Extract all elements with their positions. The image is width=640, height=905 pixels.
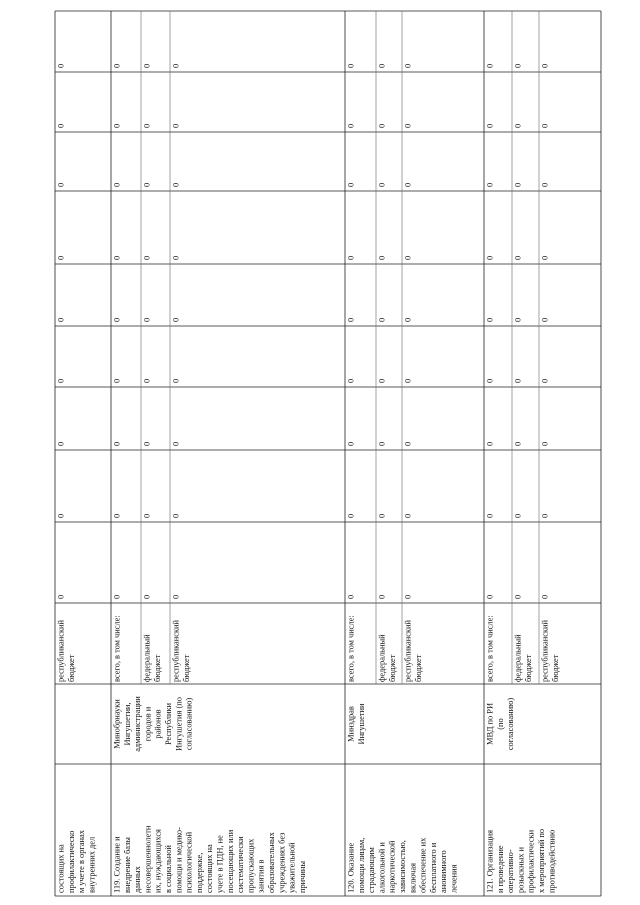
value-cell: 0 (540, 378, 550, 383)
value-cell: 0 (403, 378, 413, 383)
value-cell: 0 (377, 317, 387, 322)
budget-type-line: федеральный (377, 634, 387, 682)
task-text-line: их, нуждающихся (153, 829, 163, 893)
task-text-line: алкогольной и (377, 842, 387, 893)
value-cell: 0 (346, 594, 356, 599)
value-cell: 0 (513, 123, 523, 128)
value-cell: 0 (513, 513, 523, 518)
value-cell: 0 (540, 63, 550, 68)
value-cell: 0 (377, 123, 387, 128)
value-cell: 0 (142, 182, 152, 187)
budget-type-line: всего, в том числе: (485, 615, 495, 682)
value-cell: 0 (403, 594, 413, 599)
task-text-line: образовательных (267, 832, 276, 893)
budget-type-line: федеральный (513, 634, 523, 682)
task-text-line: посещающих или (225, 829, 235, 893)
value-cell: 0 (346, 123, 356, 128)
task-text-line: наркотической (387, 840, 397, 893)
value-cell: 0 (112, 317, 122, 322)
value-cell: 0 (112, 182, 122, 187)
value-cell: 0 (540, 123, 550, 128)
task-text-line: включая (408, 863, 418, 893)
value-cell: 0 (171, 317, 181, 322)
value-cell: 0 (112, 378, 122, 383)
task-text-line: розыскных и (516, 847, 526, 893)
task-text-line: психологической (184, 831, 194, 893)
value-cell: 0 (346, 378, 356, 383)
task-text-line: зависимостью, (398, 840, 407, 893)
value-cell: 0 (513, 63, 523, 68)
task-text-line: и проведение (495, 845, 505, 893)
value-cell: 0 (112, 255, 122, 260)
task-text-line: помощи лицам, (356, 837, 366, 893)
value-cell: 0 (485, 123, 495, 128)
budget-type-line: бюджет (66, 654, 76, 682)
budget-type-line: бюджет (550, 654, 560, 682)
value-cell: 0 (403, 182, 413, 187)
task-text-line: бесплатного и (428, 842, 438, 893)
value-cell: 0 (56, 378, 66, 383)
value-cell: 0 (513, 317, 523, 322)
value-cell: 0 (540, 441, 550, 446)
value-cell: 0 (56, 63, 66, 68)
budget-type-line: бюджет (181, 654, 191, 682)
budget-type-line: всего, в том числе: (346, 615, 356, 682)
task-text-line: состоящих на (56, 844, 66, 893)
value-cell: 0 (142, 123, 152, 128)
task-text-line: поддержке, (194, 852, 204, 893)
value-cell: 0 (485, 255, 495, 260)
value-cell: 0 (171, 513, 181, 518)
value-cell: 0 (540, 594, 550, 599)
task-text-line: причины (297, 861, 307, 893)
budget-type-line: федеральный (142, 634, 152, 682)
value-cell: 0 (346, 63, 356, 68)
value-cell: 0 (485, 513, 495, 518)
value-cell: 0 (56, 182, 66, 187)
value-cell: 0 (171, 378, 181, 383)
executor-text-line: городов и (143, 706, 153, 742)
value-cell: 0 (513, 182, 523, 187)
value-cell: 0 (142, 513, 152, 518)
task-text-line: данных (133, 866, 143, 893)
executor-text-line: Ингушетии, (122, 702, 132, 746)
value-cell: 0 (513, 255, 523, 260)
value-cell: 0 (540, 513, 550, 518)
value-cell: 0 (485, 182, 495, 187)
value-cell: 0 (56, 123, 66, 128)
executor-text-line: Республики (164, 702, 173, 746)
executor-text-line: районов (153, 709, 163, 739)
value-cell: 0 (513, 441, 523, 446)
value-cell: 0 (403, 513, 413, 518)
value-cell: 0 (171, 123, 181, 128)
task-text-line: страдающим (367, 847, 377, 893)
value-cell: 0 (112, 63, 122, 68)
table-rotated-group (55, 11, 601, 896)
executor-text-line: Минобрнауки (112, 699, 122, 749)
task-text-line: профилактически (526, 829, 536, 893)
budget-type-line: республиканский (171, 620, 181, 682)
executor-text-line: администрации (133, 696, 143, 752)
value-cell: 0 (403, 441, 413, 446)
value-cell: 0 (56, 441, 66, 446)
task-text-line: противодействию (547, 829, 557, 893)
value-cell: 0 (485, 378, 495, 383)
value-cell: 0 (171, 63, 181, 68)
task-text-line: помощи и медико- (174, 827, 184, 893)
value-cell: 0 (112, 513, 122, 518)
value-cell: 0 (540, 317, 550, 322)
value-cell: 0 (540, 255, 550, 260)
task-text-line: 120. Оказание (346, 842, 356, 893)
value-cell: 0 (56, 317, 66, 322)
budget-type-line: республиканский (540, 620, 550, 682)
value-cell: 0 (377, 378, 387, 383)
value-cell: 0 (377, 594, 387, 599)
task-text-line: профилактическо (66, 830, 76, 893)
task-text-line: анонимного (439, 850, 449, 893)
value-cell: 0 (171, 182, 181, 187)
value-cell: 0 (485, 441, 495, 446)
value-cell: 0 (112, 594, 122, 599)
task-text-line: учреждениях без (277, 832, 287, 893)
task-text-line: обеспечение их (418, 837, 428, 893)
value-cell: 0 (171, 255, 181, 260)
value-cell: 0 (485, 594, 495, 599)
value-cell: 0 (142, 594, 152, 599)
value-cell: 0 (377, 441, 387, 446)
value-cell: 0 (171, 594, 181, 599)
task-text-line: лечения (449, 864, 459, 893)
value-cell: 0 (377, 63, 387, 68)
value-cell: 0 (485, 63, 495, 68)
task-text-line: в социальной (164, 845, 173, 893)
value-cell: 0 (403, 63, 413, 68)
value-cell: 0 (142, 441, 152, 446)
task-text-line: х мероприятий по (537, 828, 546, 893)
value-cell: 0 (56, 594, 66, 599)
value-cell: 0 (346, 441, 356, 446)
value-cell: 0 (346, 513, 356, 518)
task-text-line: несовершеннолетн (143, 825, 153, 893)
value-cell: 0 (377, 182, 387, 187)
value-cell: 0 (377, 255, 387, 260)
task-text-line: оперативно- (506, 849, 516, 893)
executor-text-line: Ингушетии (356, 703, 366, 745)
executor-text-line: (по (495, 718, 505, 730)
budget-type-line: бюджет (413, 654, 423, 682)
value-cell: 0 (403, 255, 413, 260)
budget-type-line: бюджет (387, 654, 397, 682)
budget-type-line: всего, в том числе: (112, 615, 122, 682)
executor-text-line: Минздрав (346, 706, 356, 742)
value-cell: 0 (485, 317, 495, 322)
value-cell: 0 (540, 182, 550, 187)
task-text-line: учете в ПДН, не (215, 835, 225, 893)
task-text-line: пропускающих (246, 838, 256, 893)
task-text-line: 119. Создание и (112, 836, 122, 893)
value-cell: 0 (171, 441, 181, 446)
value-cell: 0 (513, 594, 523, 599)
task-text-line: м учете в органах (77, 830, 87, 893)
task-text-line: систематически (236, 836, 246, 893)
value-cell: 0 (142, 63, 152, 68)
value-cell: 0 (112, 123, 122, 128)
executor-text-line: согласованию) (506, 697, 516, 751)
budget-type-line: республиканский (403, 620, 413, 682)
table-grid (55, 11, 601, 896)
budget-type-line: республиканский (56, 620, 66, 682)
executor-text-line: МВД по РИ (485, 703, 495, 745)
task-text-line: внедрение базы (122, 837, 132, 893)
task-text-line: внутренних дел (87, 836, 97, 893)
budget-type-line: бюджет (152, 654, 162, 682)
value-cell: 0 (346, 317, 356, 322)
value-cell: 0 (112, 441, 122, 446)
value-cell: 0 (346, 182, 356, 187)
value-cell: 0 (403, 317, 413, 322)
executor-text-line: Ингушетия (по (174, 697, 184, 751)
value-cell: 0 (142, 378, 152, 383)
value-cell: 0 (377, 513, 387, 518)
value-cell: 0 (346, 255, 356, 260)
task-text-line: 121. Организация (485, 830, 495, 893)
executor-text-line: согласованию) (184, 697, 194, 751)
budget-type-line: бюджет (523, 654, 533, 682)
value-cell: 0 (56, 255, 66, 260)
task-text-line: состоящих на (205, 844, 215, 893)
task-text-line: уважительной (287, 842, 297, 893)
task-text-line: занятия в (256, 859, 266, 893)
value-cell: 0 (142, 317, 152, 322)
value-cell: 0 (56, 513, 66, 518)
value-cell: 0 (142, 255, 152, 260)
value-cell: 0 (403, 123, 413, 128)
value-cell: 0 (513, 378, 523, 383)
